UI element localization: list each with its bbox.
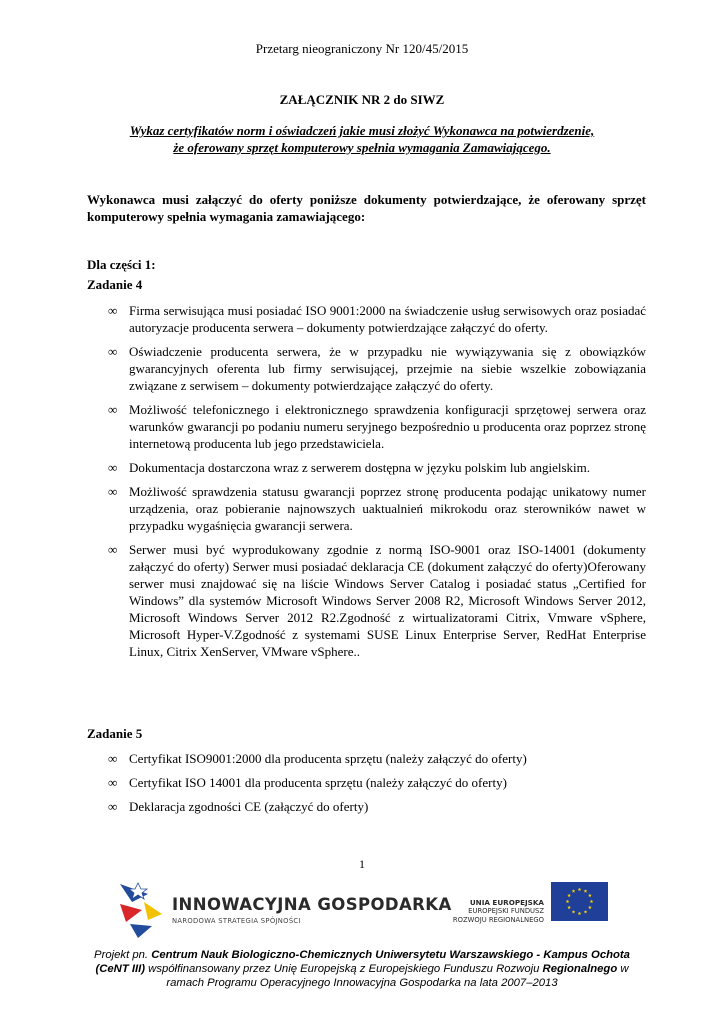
infinity-bullet-icon: ∞ bbox=[108, 402, 118, 417]
eu-label-line-1: UNIA EUROPEJSKA bbox=[469, 898, 544, 907]
task-4-heading: Zadanie 4 bbox=[87, 277, 143, 292]
footer-part-3: współfinansowany przez Unię Europejską z Europejskiego Funduszu Rozwoju bbox=[145, 963, 543, 975]
list-item-text: Certyfikat ISO9001:2000 dla producenta sprzętu (należy załączyć do oferty) bbox=[129, 751, 527, 766]
footer-part-1: Projekt pn. bbox=[94, 949, 152, 961]
list-item-text: Dokumentacja dostarczona wraz z serwerem dostępna w języku polskim lub angielskim. bbox=[129, 460, 590, 475]
infinity-bullet-icon: ∞ bbox=[108, 775, 118, 790]
list-item-text: Możliwość telefonicznego i elektronicznego sprawdzenia konfiguracji sprzętowej serwera oraz warunków gwarancji po podaniu numeru seryjnego bezpośrednio u producenta oraz poprzez stronę internetową producenta lub jego przedstawiciela. bbox=[129, 402, 646, 451]
footer-project-name: Centrum Nauk Biologiczno-Chemicznych Uniwersytetu Warszawskiego - Kampus Ochota (CeNT III) bbox=[95, 949, 630, 975]
list-item bbox=[108, 343, 646, 394]
intro-paragraph: Wykonawca musi załączyć do oferty poniższe dokumenty potwierdzające, że oferowany sprzęt komputerowy spełnia wymagania zamawiającego: bbox=[87, 192, 646, 224]
eu-label-line-2: EUROPEJSKI FUNDUSZ bbox=[468, 907, 544, 915]
task-5-requirements-list bbox=[108, 750, 646, 822]
eu-flag-icon bbox=[551, 882, 608, 921]
part-heading: Dla części 1: bbox=[87, 257, 156, 272]
tender-header: Przetarg nieograniczony Nr 120/45/2015 bbox=[255, 41, 469, 56]
list-item-text: Serwer musi być wyprodukowany zgodnie z normą ISO-9001 oraz ISO-14001 (dokumenty załączyć do oferty) Serwer musi posiadać deklaracja CE (dokument załączyć do oferty)Oferowany serwer musi znajdować się na liście Windows Server Catalog i posiadać status „Certified for Windows” dla systemów Microsoft Windows Server 2008 R2, Microsoft Windows Server 2012, Microsoft Windows Server 2012 R2.Zgodność z wirtualizatorami Citrix, Vmware vSphere, Microsoft Hyper-V.Zgodność z systemami SUSE Linux Enterprise Server, RedHat Enterprise Linux, Citrix XenServer, VMware vSphere.. bbox=[129, 542, 646, 659]
eu-fund-label bbox=[420, 898, 544, 925]
list-item bbox=[108, 483, 646, 534]
task-4-requirements-list bbox=[108, 302, 646, 667]
infinity-bullet-icon: ∞ bbox=[108, 460, 118, 475]
list-item bbox=[108, 459, 646, 476]
infinity-bullet-icon: ∞ bbox=[108, 303, 118, 318]
infinity-bullet-icon: ∞ bbox=[108, 799, 118, 814]
list-item bbox=[108, 302, 646, 336]
list-item-text: Możliwość sprawdzenia statusu gwarancji poprzez stronę producenta podając unikatowy numer urządzenia, oraz pobieranie najnowszych uaktualnień mikrokodu oraz sterowników nawet w przypadku wygaśnięcia gwarancji serwera. bbox=[129, 484, 646, 533]
annex-title: ZAŁĄCZNIK NR 2 do SIWZ bbox=[279, 92, 445, 107]
innovative-economy-mark-icon bbox=[118, 880, 166, 940]
list-item bbox=[108, 798, 646, 815]
eu-label-line-3: ROZWOJU REGIONALNEGO bbox=[452, 916, 544, 924]
infinity-bullet-icon: ∞ bbox=[108, 751, 118, 766]
infinity-bullet-icon: ∞ bbox=[108, 344, 118, 359]
list-item bbox=[108, 750, 646, 767]
infinity-bullet-icon: ∞ bbox=[108, 484, 118, 499]
innowacyjna-gospodarka-logo bbox=[118, 880, 452, 940]
task-5-heading: Zadanie 5 bbox=[87, 726, 143, 741]
list-item-text: Deklaracja zgodności CE (załączyć do oferty) bbox=[129, 799, 369, 814]
logo-tagline: NARODOWA STRATEGIA SPÓJNOŚCI bbox=[172, 917, 301, 925]
list-item bbox=[108, 774, 646, 791]
footer-part-4: Regionalnego bbox=[542, 963, 618, 975]
document-subtitle bbox=[80, 122, 644, 156]
list-item bbox=[108, 541, 646, 660]
page-number: 1 bbox=[359, 857, 365, 871]
infinity-bullet-icon: ∞ bbox=[108, 542, 118, 557]
logo-brand-text: INNOWACYJNA GOSPODARKA bbox=[172, 895, 452, 914]
list-item bbox=[108, 401, 646, 452]
subtitle-line-1: Wykaz certyfikatów norm i oświadczeń jakie musi złożyć Wykonawca na potwierdzenie, bbox=[129, 123, 595, 138]
project-footer bbox=[90, 948, 634, 990]
subtitle-line-2: że oferowany sprzęt komputerowy spełnia wymagania Zamawiającego. bbox=[173, 140, 551, 155]
list-item-text: Firma serwisująca musi posiadać ISO 9001:2000 na świadczenie usług serwisowych oraz posiadać autoryzacje producenta serwera – dokumenty potwierdzające załączyć do oferty. bbox=[129, 303, 646, 335]
footer-part-5: w ramach Programu Operacyjnego Innowacyjna Gospodarka na lata 2007–2013 bbox=[166, 963, 629, 989]
list-item-text: Certyfikat ISO 14001 dla producenta sprzętu (należy załączyć do oferty) bbox=[129, 775, 507, 790]
list-item-text: Oświadczenie producenta serwera, że w przypadku nie wywiązywania się z obowiązków gwarancyjnych oferenta lub firmy serwisującej, przejmie na siebie wszelkie zobowiązania związane z serwisem – dokumenty potwierdzające załączyć do oferty. bbox=[129, 344, 646, 393]
